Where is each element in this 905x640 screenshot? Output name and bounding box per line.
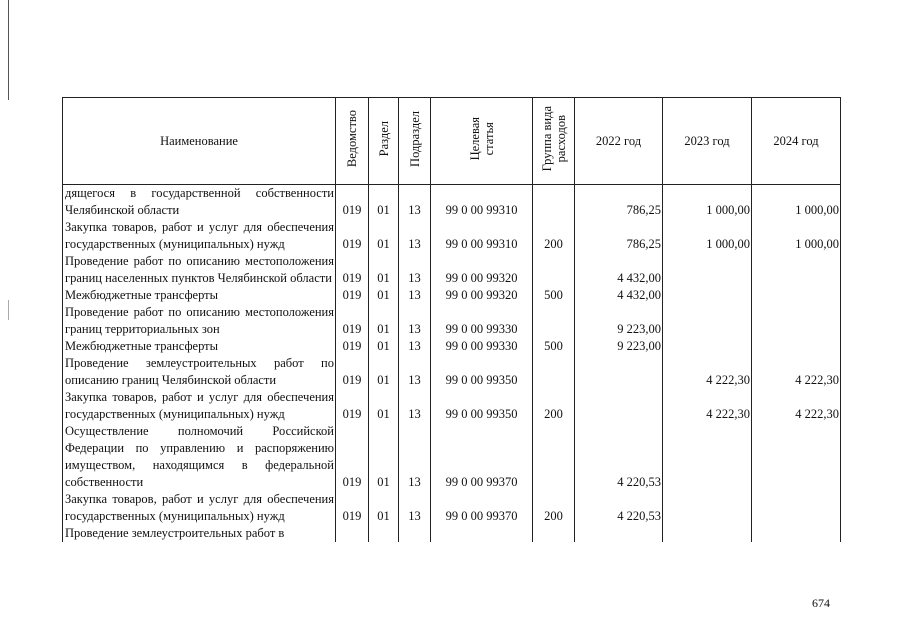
row-2024: 1 000,00 — [752, 185, 841, 220]
row-razdel — [369, 525, 399, 542]
row-2023: 1 000,00 — [663, 219, 752, 253]
row-2024: 4 222,30 — [752, 389, 841, 423]
row-2022 — [575, 355, 663, 389]
row-podrazdel: 13 — [399, 338, 431, 355]
budget-table-page — [62, 97, 840, 584]
row-razdel: 01 — [369, 287, 399, 304]
row-2023 — [663, 253, 752, 287]
row-vedomstvo: 019 — [336, 355, 369, 389]
row-2022: 4 220,53 — [575, 491, 663, 525]
row-2023 — [663, 525, 752, 542]
row-name: Проведение работ по описанию местоположения границ территориальных зон — [63, 304, 336, 338]
row-podrazdel: 13 — [399, 185, 431, 220]
row-celevaya: 99 0 00 99370 — [431, 491, 533, 525]
row-gruppa — [533, 355, 575, 389]
row-vedomstvo: 019 — [336, 304, 369, 338]
row-razdel: 01 — [369, 219, 399, 253]
row-vedomstvo: 019 — [336, 287, 369, 304]
row-podrazdel: 13 — [399, 287, 431, 304]
row-razdel: 01 — [369, 338, 399, 355]
row-razdel: 01 — [369, 304, 399, 338]
row-2023: 4 222,30 — [663, 355, 752, 389]
scan-edge-mark — [8, 0, 9, 100]
header-razdel: Раздел — [369, 98, 399, 185]
row-2022: 9 223,00 — [575, 338, 663, 355]
row-2024 — [752, 287, 841, 304]
table-row — [63, 253, 841, 287]
row-name: Закупка товаров, работ и услуг для обеспечения государственных (муниципальных) нужд — [63, 389, 336, 423]
row-2024 — [752, 338, 841, 355]
row-2024 — [752, 423, 841, 491]
header-2023: 2023 год — [663, 98, 752, 185]
row-razdel: 01 — [369, 423, 399, 491]
row-name: Закупка товаров, работ и услуг для обеспечения государственных (муниципальных) нужд — [63, 491, 336, 525]
row-2024 — [752, 304, 841, 338]
row-celevaya: 99 0 00 99330 — [431, 304, 533, 338]
row-gruppa — [533, 423, 575, 491]
row-2022 — [575, 525, 663, 542]
row-podrazdel: 13 — [399, 423, 431, 491]
row-razdel: 01 — [369, 491, 399, 525]
row-name: Межбюджетные трансферты — [63, 287, 336, 304]
row-vedomstvo: 019 — [336, 491, 369, 525]
header-vedomstvo: Ведомство — [336, 98, 369, 185]
row-podrazdel — [399, 525, 431, 542]
row-celevaya: 99 0 00 99320 — [431, 287, 533, 304]
row-2023: 4 222,30 — [663, 389, 752, 423]
header-2024: 2024 год — [752, 98, 841, 185]
row-celevaya: 99 0 00 99370 — [431, 423, 533, 491]
table-row — [63, 491, 841, 525]
row-podrazdel: 13 — [399, 304, 431, 338]
row-2024: 4 222,30 — [752, 355, 841, 389]
table-row — [63, 287, 841, 304]
row-2022: 4 432,00 — [575, 253, 663, 287]
row-gruppa: 200 — [533, 491, 575, 525]
table-row — [63, 304, 841, 338]
page-number: 674 — [812, 596, 830, 610]
row-vedomstvo: 019 — [336, 253, 369, 287]
row-celevaya: 99 0 00 99310 — [431, 185, 533, 220]
scan-edge-mark — [8, 300, 9, 320]
row-name: Проведение землеустроительных работ в — [63, 525, 336, 542]
row-name: Проведение работ по описанию местоположения границ населенных пунктов Челябинской области — [63, 253, 336, 287]
row-gruppa — [533, 185, 575, 220]
budget-table — [62, 97, 841, 542]
row-2023: 1 000,00 — [663, 185, 752, 220]
row-2023 — [663, 423, 752, 491]
row-celevaya — [431, 525, 533, 542]
row-gruppa: 500 — [533, 287, 575, 304]
row-razdel: 01 — [369, 389, 399, 423]
table-row — [63, 185, 841, 220]
row-vedomstvo: 019 — [336, 219, 369, 253]
row-podrazdel: 13 — [399, 253, 431, 287]
row-2024 — [752, 253, 841, 287]
row-name: Межбюджетные трансферты — [63, 338, 336, 355]
row-gruppa: 200 — [533, 219, 575, 253]
row-name: дящегося в государственной собственности Челябинской области — [63, 185, 336, 220]
row-2024: 1 000,00 — [752, 219, 841, 253]
table-row — [63, 355, 841, 389]
row-2022: 9 223,00 — [575, 304, 663, 338]
row-gruppa — [533, 304, 575, 338]
row-celevaya: 99 0 00 99310 — [431, 219, 533, 253]
table-row — [63, 423, 841, 491]
row-vedomstvo: 019 — [336, 338, 369, 355]
row-2022: 4 220,53 — [575, 423, 663, 491]
row-2024 — [752, 491, 841, 525]
table-row — [63, 219, 841, 253]
row-vedomstvo: 019 — [336, 185, 369, 220]
row-2023 — [663, 491, 752, 525]
header-podrazdel: Подраздел — [399, 98, 431, 185]
row-gruppa: 200 — [533, 389, 575, 423]
row-podrazdel: 13 — [399, 491, 431, 525]
header-celevaya-statya: Целевая статья — [431, 98, 533, 185]
row-celevaya: 99 0 00 99350 — [431, 389, 533, 423]
row-gruppa — [533, 253, 575, 287]
row-2023 — [663, 304, 752, 338]
row-podrazdel: 13 — [399, 355, 431, 389]
row-2022: 786,25 — [575, 185, 663, 220]
row-2022 — [575, 389, 663, 423]
row-vedomstvo: 019 — [336, 423, 369, 491]
table-row — [63, 389, 841, 423]
header-2022: 2022 год — [575, 98, 663, 185]
row-podrazdel: 13 — [399, 389, 431, 423]
row-celevaya: 99 0 00 99350 — [431, 355, 533, 389]
row-gruppa: 500 — [533, 338, 575, 355]
table-body — [63, 185, 841, 543]
row-name: Закупка товаров, работ и услуг для обеспечения государственных (муниципальных) нужд — [63, 219, 336, 253]
row-2023 — [663, 338, 752, 355]
row-2022: 4 432,00 — [575, 287, 663, 304]
table-row — [63, 338, 841, 355]
row-2022: 786,25 — [575, 219, 663, 253]
row-razdel: 01 — [369, 253, 399, 287]
row-2024 — [752, 525, 841, 542]
row-podrazdel: 13 — [399, 219, 431, 253]
row-name: Осуществление полномочий Российской Федерации по управлению и распоряжению имуществом, находящимся в федеральной собственности — [63, 423, 336, 491]
header-name: Наименование — [63, 98, 336, 185]
row-celevaya: 99 0 00 99320 — [431, 253, 533, 287]
header-gruppa-vida-rashodov: Группа вида расходов — [533, 98, 575, 185]
row-gruppa — [533, 525, 575, 542]
row-vedomstvo: 019 — [336, 389, 369, 423]
row-2023 — [663, 287, 752, 304]
row-razdel: 01 — [369, 185, 399, 220]
table-header — [63, 98, 841, 185]
row-name: Проведение землеустроительных работ по описанию границ Челябинской области — [63, 355, 336, 389]
row-razdel: 01 — [369, 355, 399, 389]
table-row — [63, 525, 841, 542]
row-celevaya: 99 0 00 99330 — [431, 338, 533, 355]
row-vedomstvo — [336, 525, 369, 542]
